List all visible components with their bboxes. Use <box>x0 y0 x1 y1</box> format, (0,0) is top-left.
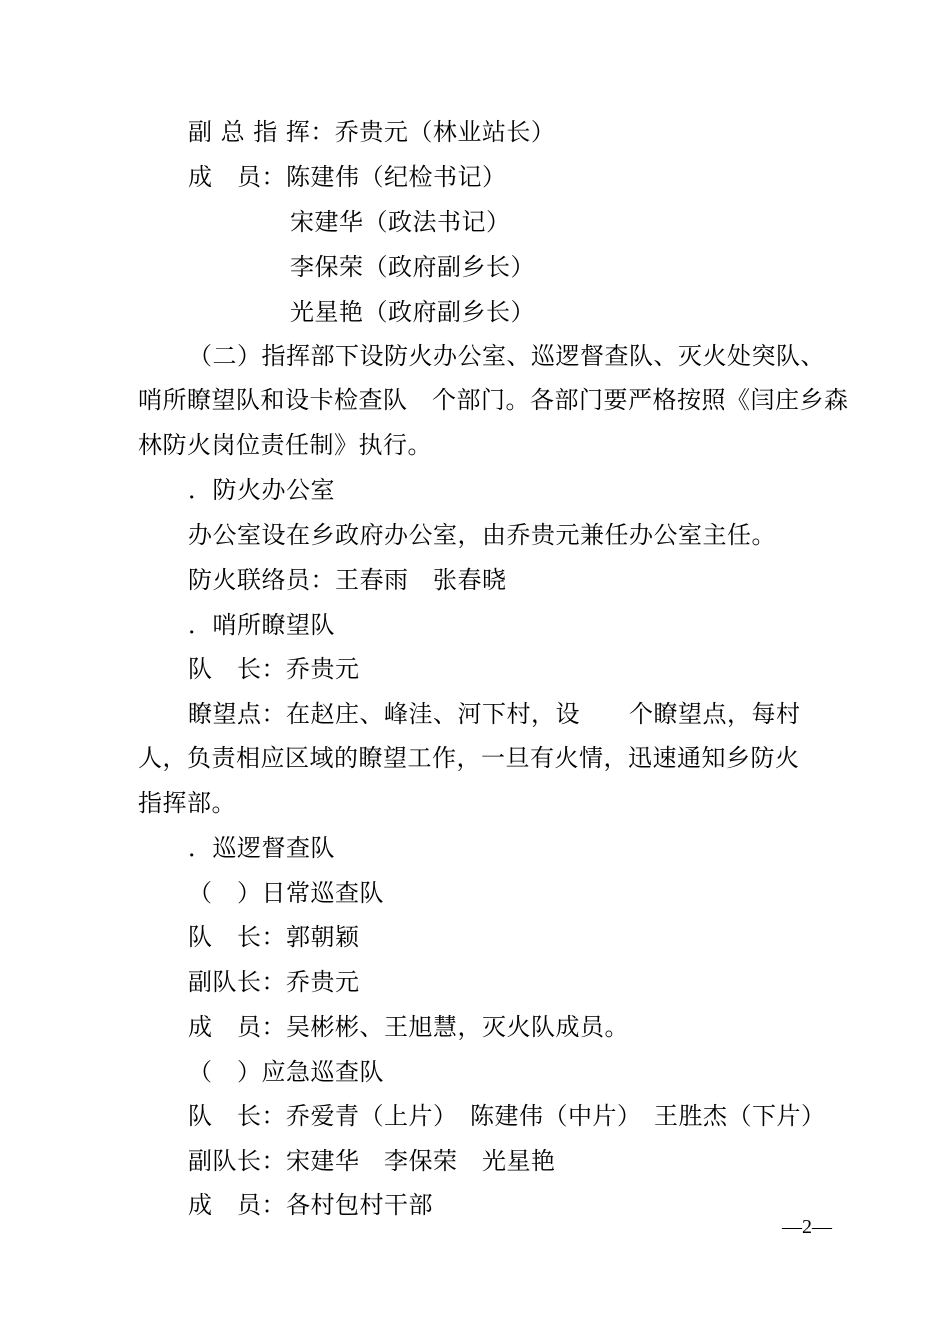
paragraph-line: 林防火岗位责任制》执行。 <box>138 431 432 459</box>
paragraph-line: 指挥部。 <box>138 789 236 817</box>
section-heading: ．哨所瞭望队 <box>188 611 335 639</box>
subsection-heading: （ ）应急巡查队 <box>188 1058 384 1086</box>
paragraph-line: 瞭望点：在赵庄、峰洼、河下村，设 个瞭望点，每村 <box>188 700 801 728</box>
paragraph-line: 队 长：郭朝颖 <box>188 923 360 951</box>
subsection-heading: （ ）日常巡查队 <box>188 879 384 907</box>
page-number: —2— <box>782 1216 832 1238</box>
paragraph-line: 防火联络员：王春雨 张春晓 <box>188 566 507 594</box>
paragraph-line: 人，负责相应区域的瞭望工作，一旦有火情，迅速通知乡防火 <box>138 744 800 772</box>
paragraph-line: （二）指挥部下设防火办公室、巡逻督查队、灭火处突队、 <box>188 342 825 370</box>
paragraph-line: 哨所瞭望队和设卡检查队 个部门。各部门要严格按照《闫庄乡森 <box>138 386 849 414</box>
members-line: 成 员：陈建伟（纪检书记） <box>188 163 507 191</box>
member-line: 宋建华（政法书记） <box>290 208 511 236</box>
paragraph-line: 成 员：各村包村干部 <box>188 1191 433 1219</box>
member-line: 光星艳（政府副乡长） <box>290 298 535 326</box>
paragraph-line: 副队长：乔贵元 <box>188 968 360 996</box>
paragraph-line: 办公室设在乡政府办公室，由乔贵元兼任办公室主任。 <box>188 521 776 549</box>
deputy-commander-line: 副 总 指 挥：乔贵元（林业站长） <box>188 118 556 146</box>
paragraph-line: 副队长：宋建华 李保荣 光星艳 <box>188 1147 556 1175</box>
paragraph-line: 成 员：吴彬彬、王旭慧，灭火队成员。 <box>188 1013 629 1041</box>
paragraph-line: 队 长：乔爱青（上片） 陈建伟（中片） 王胜杰（下片） <box>188 1102 826 1130</box>
member-line: 李保荣（政府副乡长） <box>290 253 535 281</box>
section-heading: ．防火办公室 <box>188 476 335 504</box>
paragraph-line: 队 长：乔贵元 <box>188 655 360 683</box>
section-heading: ．巡逻督查队 <box>188 834 335 862</box>
